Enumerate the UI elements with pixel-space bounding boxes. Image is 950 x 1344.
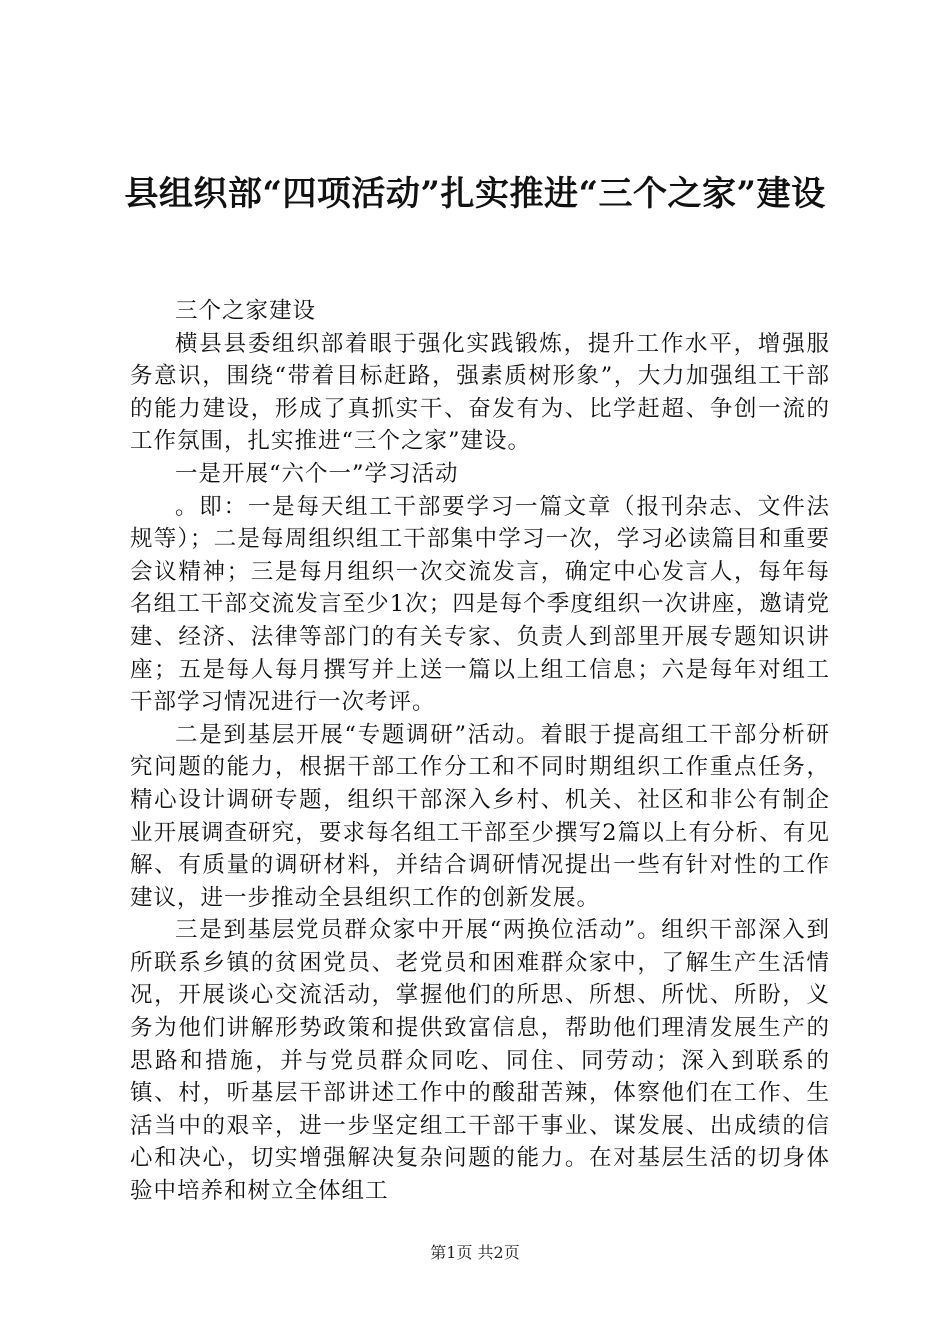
page-footer: 第1页 共2页 bbox=[430, 1243, 520, 1262]
paragraph-subtitle: 三个之家建设 bbox=[175, 298, 317, 324]
paragraph-heading-one: 一是开展“六个一”学习活动 bbox=[175, 460, 459, 487]
document-body bbox=[130, 295, 830, 1208]
document-title: 县组织部“四项活动”扎实推进“三个之家”建设 bbox=[124, 174, 826, 214]
paragraph-three: 三是到基层党员群众家中开展“两换位活动”。组织干部深入到所联系乡镇的贫困党员、老党员和困难群众家中，了解生产生活情况，开展谈心交流活动，掌握他们的所思、所想、所忧、所盼，义务为他们讲解形势政策和提供致富信息，帮助他们理清发展生产的思路和措施，并与党员群众同吃、同住、同劳动；深入到联系的镇、村，听基层干部讲述工作中的酸甜苦辣，体察他们在工作、生活当中的艰辛，进一步坚定组工干部干事业、谋发展、出成绩的信心和决心，切实增强解决复杂问题的能力。在对基层生活的切身体验中培养和树立全体组工 bbox=[130, 917, 830, 1205]
paragraph-intro: 横县县委组织部着眼于强化实践锻炼，提升工作水平，增强服务意识，围绕“带着目标赶路，强素质树形象”，大力加强组工干部的能力建设，形成了真抓实干、奋发有为、比学赶超、争创一流的工作氛围，扎实推进“三个之家”建设。 bbox=[130, 330, 830, 455]
paragraph-two: 二是到基层开展“专题调研”活动。着眼于提高组工干部分析研究问题的能力，根据干部工作分工和不同时期组织工作重点任务，精心设计调研专题，组织干部深入乡村、机关、社区和非公有制企业开展调查研究，要求每名组工干部至少撰写2篇以上有分析、有见解、有质量的调研材料，并结合调研情况提出一些有针对性的工作建议，进一步推动全县组织工作的创新发展。 bbox=[130, 721, 830, 911]
paragraph-one-detail: 。即：一是每天组工干部要学习一篇文章（报刊杂志、文件法规等）；二是每周组织组工干部集中学习一次，学习必读篇目和重要会议精神；三是每月组织一次交流发言，确定中心发言人，每年每名组工干部交流发言至少1次；四是每个季度组织一次讲座，邀请党建、经济、法律等部门的有关专家、负责人到部里开展专题知识讲座；五是每人每月撰写并上送一篇以上组工信息；六是每年对组工干部学习情况进行一次考评。 bbox=[130, 493, 830, 716]
